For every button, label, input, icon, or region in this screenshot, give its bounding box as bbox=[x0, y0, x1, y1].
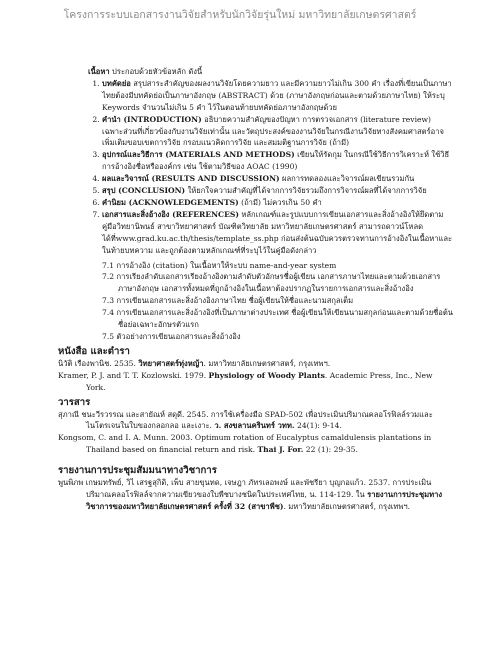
intro-label: เนื้อหา bbox=[88, 67, 110, 76]
item-title: เอกสารและสิ่งอ้างอิง (REFERENCES) bbox=[102, 209, 239, 219]
item-text: สรุปสาระสำคัญของผลงานวิจัยโดยความยาว และมีความยาวไม่เกิน 300 คำ เรื่องที่เขียนเป็นภาษาไทยต้องมีบทคัดย่อเป็นภาษาอังกฤษ (ABSTRACT) ด้วย (ภาษาอังกฤษก่อนและตามด้วยภาษาไทย) ให้ระบุ Keywords จำนวนไม่เกิน 5 คำ ไว้ในตอนท้ายบทคัดย่อภาษาอังกฤษด้วย bbox=[102, 78, 452, 112]
sub-num: 7.4 bbox=[102, 308, 115, 318]
item-text: ให้ยกใจความสำคัญที่ได้จากการวิจัยรวมถึงการวิจารณ์ผลที่ได้จากการวิจัย bbox=[185, 186, 427, 196]
sub-num: 7.3 bbox=[102, 296, 115, 306]
item-text: อธิบายความสำคัญของปัญหา การตรวจเอกสาร (literature review) เฉพาะส่วนที่เกี่ยวข้องกับงานวิจัยเท่านั้น และวัตถุประสงค์ของงานวิจัยในกรณีงานวิจัยทางสังคมศาสตร์อาจเพิ่มเติมขอบเขตการวิจัย กรอบแนวคิดการวิจัย และสมมติฐานการวิจัย (ถ้ามี) bbox=[102, 114, 444, 148]
sub-num: 7.2 bbox=[102, 272, 115, 282]
sub-item bbox=[102, 260, 453, 272]
proceedings-heading: รายงานการประชุมสัมมนาทางวิชาการ bbox=[58, 465, 217, 477]
ref-title: วิทยาศาสตร์ทุ่งหญ้า bbox=[138, 358, 204, 368]
item-title: ผลและวิจารณ์ (RESULTS AND DISCUSSION) bbox=[102, 174, 280, 184]
list-item bbox=[102, 78, 453, 114]
section-list bbox=[58, 78, 453, 343]
ref-text: พูนพิภพ เกษมทรัพย์, วิไ เสรฐสุกิดิ, เพ็บ สายขุนทด, เจษฎา ภัทรเลอพงษ์ และพัชรียา บุญกอแก้ว. 2537. การประเมินปริมาณคลอโรฟิลล์จากความเขียวของใบพืชบางชนิดในประเทศไทย, น. 114-129. ใน bbox=[58, 478, 432, 500]
list-item bbox=[102, 173, 453, 185]
reference-entry bbox=[58, 370, 453, 394]
ref-text: Kongsom, C. and I. A. Munn. 2003. Optimum rotation of Eucalyptus camaldulensis plantations in Thailand based on financial return and risk. bbox=[58, 433, 432, 455]
books-heading: หนังสือ และตำรา bbox=[58, 345, 130, 357]
journals-heading: วารสาร bbox=[58, 396, 91, 408]
item-title: คำนำ (INTRODUCTION) bbox=[102, 114, 202, 124]
list-item bbox=[102, 197, 453, 209]
ref-text: . มหาวิทยาลัยเกษตรศาสตร์, กรุงเทพฯ. bbox=[203, 358, 331, 368]
ref-title: Thai J. For. bbox=[257, 445, 304, 455]
item-title: คำนิยม (ACKNOWLEDGEMENTS) bbox=[102, 197, 239, 207]
sub-text: การเขียนเอกสารและสิ่งอ้างอิงภาษาไทย ชื่อผู้เขียนให้ชื่อและนามสกุลเต็ม bbox=[116, 296, 354, 306]
ref-text: . Academic Press, Inc., New York. bbox=[86, 370, 433, 392]
intro-text: ประกอบด้วยหัวข้อหลัก ดังนี้ bbox=[109, 67, 203, 76]
ref-text: สุภาณี ชนะวีรวรรณ และสายัณห์ สดุดี. 2545. การใช้เครื่องมือ SPAD-502 เพื่อประเมินปริมาณคลอโรฟิลล์รวมและไนโตรเจนในใบของกลอกลอ และเงาะ. bbox=[58, 409, 433, 431]
reference-entry bbox=[58, 358, 453, 370]
ref-text: . มหาวิทยาลัยเกษตรศาสตร์, กรุงเทพฯ. bbox=[283, 502, 411, 511]
ref-text: Kramer, P. J. and T. T. Kozlowski. 1979. bbox=[58, 370, 209, 380]
sub-item bbox=[102, 295, 453, 307]
sub-num: 7.1 bbox=[102, 260, 115, 270]
reference-entry bbox=[58, 409, 453, 433]
spacer bbox=[58, 456, 453, 462]
sub-list bbox=[102, 260, 453, 343]
sub-text: การเรียงลำดับเอกสารเรียงอ้างอิงตามลำดับตัวอักษรชื่อผู้เขียน เอกสารภาษาไทยและตามด้วยเอกสารภาษาอังกฤษ เอกสารทั้งหมดที่ถูกอ้างอิงในเนื้อหาต้องปรากฏในรายการเอกสารและสิ่งอ้างอิง bbox=[116, 272, 441, 294]
ref-text: 24(1): 9-14. bbox=[294, 421, 342, 431]
ref-title: ว. สงขลานครินทร์ วทท. bbox=[214, 421, 295, 431]
sub-text: ตัวอย่างการเขียนเอกสารและสิ่งอ้างอิง bbox=[116, 331, 241, 341]
sub-num: 7.5 bbox=[102, 331, 115, 341]
page-header: โครงการระบบเอกสารงานวิจัยสำหรับนักวิจัยรุ่นใหม่ มหาวิทยาลัยเกษตรศาสตร์ bbox=[63, 9, 417, 21]
ref-title: Physiology of Woody Plants bbox=[208, 370, 325, 380]
ref-title: รายงานการประชุมทางวิชาการของมหาวิทยาลัยเกษตรศาสตร์ ครั้งที่ 32 (สาขาพืช) bbox=[86, 490, 443, 511]
reference-entry bbox=[58, 477, 453, 513]
item-title: บทคัดย่อ bbox=[102, 78, 131, 88]
sub-text: การเขียนเอกสารและสิ่งอ้างอิงที่เป็นภาษาต่างประเทศ ชื่อผู้เขียนให้เขียนนามสกุลก่อนและตามด้วยชื่อต้น ชื่อย่อเฉพาะอักษรตัวแรก bbox=[116, 308, 453, 330]
item-text: หลักเกณฑ์และรูปแบบการเขียนเอกสารและสิ่งอ้างอิงให้ยึดตามคู่มือวิทยานิพนธ์ สาขาวิทยาศาสตร์ บัณฑิตวิทยาลัย มหาวิทยาลัยเกษตรศาสตร์ สามารถดาวน์โหลดได้ที่www.grad.ku.ac.th/thesis/template_ss.php ก่อนส่งต้นฉบับควรตรวจทานการอ้างอิงในเนื้อหาและในท้ายบทความ และถูกต้องตามหลักเกณฑ์ที่ระบุไว้ในคู่มือดังกล่าว bbox=[102, 209, 453, 255]
sub-item bbox=[102, 307, 453, 331]
ref-text: 22 (1): 29-35. bbox=[303, 445, 358, 455]
intro-line bbox=[88, 66, 453, 78]
item-title: อุปกรณ์และวิธีการ (MATERIALS AND METHODS) bbox=[102, 150, 295, 160]
list-item bbox=[102, 114, 453, 150]
ref-text: นิวัติ เรืองพานิช. 2535. bbox=[58, 358, 139, 368]
list-item bbox=[102, 149, 453, 173]
item-text: ผลการทดลองและวิจารณ์ผลเขียนรวมกัน bbox=[279, 174, 415, 184]
reference-entry bbox=[58, 432, 453, 456]
item-text: (ถ้ามี) ไม่ควรเกิน 50 คำ bbox=[238, 197, 322, 207]
list-item bbox=[102, 185, 453, 197]
sub-text: การอ้างอิง (citation) ในเนื้อหาให้ระบบ name-and-year system bbox=[116, 260, 337, 270]
sub-item bbox=[102, 271, 453, 295]
item-title: สรุป (CONCLUSION) bbox=[102, 186, 186, 196]
list-item bbox=[102, 209, 453, 343]
sub-item bbox=[102, 331, 453, 343]
item-text: เขียนให้รัดกุม ในกรณีใช้วิธีการวิเคราะห์ ใช้วิธีการอ้างอิงชื่อหรือองค์กร เช่น ใช้ตามวิธีของ AOAC (1990) bbox=[102, 150, 450, 172]
main-content bbox=[58, 66, 453, 513]
